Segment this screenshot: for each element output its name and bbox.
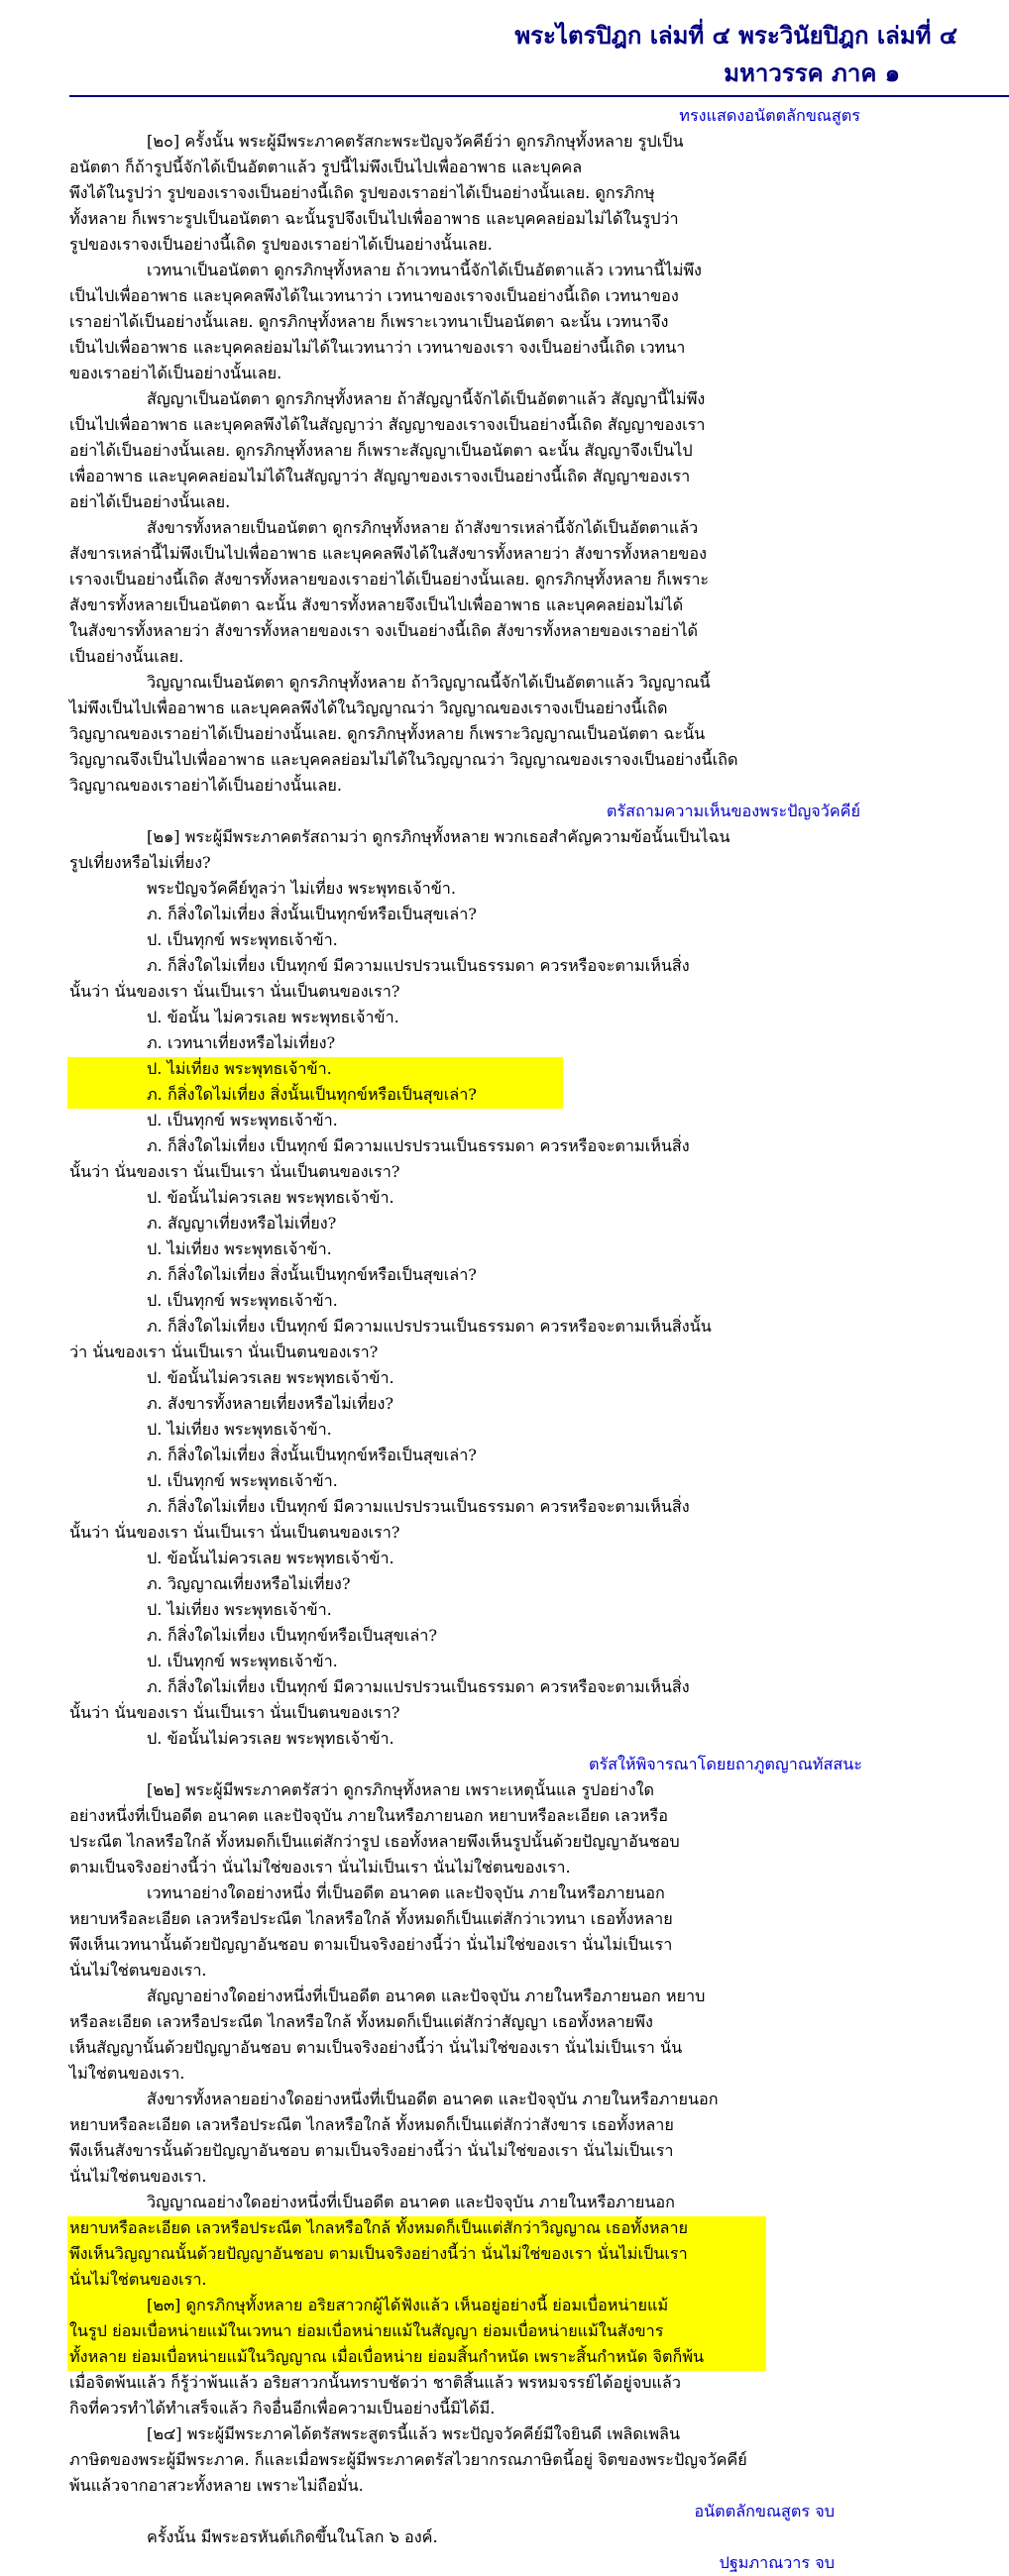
line-text: วิญญาณเป็นอนัตตา ดูกรภิกษุทั้งหลาย ถ้าวิญญาณนี้จักได้เป็นอัตตาแล้ว วิญญาณนี้: [147, 673, 711, 692]
text-line: [0, 2447, 1009, 2473]
text-line: [0, 773, 1009, 799]
text-line: [0, 2318, 1009, 2344]
text-line: [0, 1674, 1009, 1700]
line-text: ภ. ก็สิ่งใดไม่เที่ยง สิ่งนั้นเป็นทุกข์หรือเป็นสุขเล่า?: [147, 1446, 477, 1464]
section-heading: [0, 799, 1009, 824]
text-line: [0, 1880, 1009, 1906]
page-title: พระไตรปิฎก เล่มที่ ๔ พระวินัยปิฎก เล่มที่ ๔: [514, 21, 957, 50]
line-text: เวทนาเป็นอนัตตา ดูกรภิกษุทั้งหลาย ถ้าเวทนานี้จักได้เป็นอัตตาแล้ว เวทนานี้ไม่พึง: [147, 261, 702, 279]
text-line: [0, 953, 1009, 979]
text-line: [0, 2293, 1009, 2318]
line-text: พึงเห็นเวทนานั้นด้วยปัญญาอันชอบ ตามเป็นจริงอย่างนี้ว่า นั่นไม่ใช่ของเรา นั่นไม่เป็นเรา: [69, 1935, 673, 1954]
line-text: [๒๐] ครั้งนั้น พระผู้มีพระภาคตรัสกะพระปัญจวัคคีย์ว่า ดูกรภิกษุทั้งหลาย รูปเป็น: [147, 132, 684, 151]
text-line: [0, 1984, 1009, 2009]
line-text: ภ. ก็สิ่งใดไม่เที่ยง สิ่งนั้นเป็นทุกข์หรือเป็นสุขเล่า?: [147, 1265, 477, 1284]
line-text: ป. เป็นทุกข์ พระพุทธเจ้าข้า.: [147, 930, 338, 949]
line-text: เป็นไปเพื่ออาพาธ และบุคคลย่อมไม่ได้ในเวทนาว่า เวทนาของเรา จงเป็นอย่างนี้เถิด เวทนา: [69, 338, 686, 357]
text-line: [0, 979, 1009, 1005]
line-text: ในสังขารทั้งหลายว่า สังขารทั้งหลายของเรา จงเป็นอย่างนี้เถิด สังขารทั้งหลายของเราอย่าได้: [69, 621, 699, 640]
text-line: [0, 2112, 1009, 2138]
line-text: ป. เป็นทุกข์ พระพุทธเจ้าข้า.: [147, 1652, 338, 1670]
text-line: [0, 2087, 1009, 2112]
line-text: สังขารเหล่านี้ไม่พึงเป็นไปเพื่ออาพาธ และบุคคลพึงได้ในสังขารทั้งหลายว่า สังขารทั้งหลายของ: [69, 544, 707, 563]
line-text: เป็นไปเพื่ออาพาธ และบุคคลพึงได้ในเวทนาว่า เวทนาของเราจงเป็นอย่างนี้เถิด เวทนาของ: [69, 286, 679, 305]
text-line: [0, 1777, 1009, 1803]
section-heading: [0, 103, 1009, 129]
line-text: [๒๑] พระผู้มีพระภาคตรัสถามว่า ดูกรภิกษุทั้งหลาย พวกเธอสำคัญความข้อนั้นเป็นไฉน: [147, 827, 730, 846]
text-line: [0, 2524, 1009, 2550]
text-line: [0, 232, 1009, 258]
line-text: ป. ไม่เที่ยง พระพุทธเจ้าข้า.: [147, 1600, 332, 1619]
line-text: หยาบหรือละเอียด เลวหรือประณีต ไกลหรือใกล้ ทั้งหมดก็เป็นแต่สักว่าวิญญาณ เธอทั้งหลาย: [69, 2218, 689, 2237]
text-line: [0, 824, 1009, 850]
line-text: อย่าได้เป็นอย่างนั้นเลย.: [69, 492, 231, 511]
text-line: [0, 180, 1009, 206]
text-line: [0, 1546, 1009, 1571]
line-text: พระปัญจวัคคีย์ทูลว่า ไม่เที่ยง พระพุทธเจ้าข้า.: [147, 879, 456, 898]
line-text: ภ. สัญญาเที่ยงหรือไม่เที่ยง?: [147, 1214, 337, 1233]
text-line: [0, 1005, 1009, 1030]
line-text: หยาบหรือละเอียด เลวหรือประณีต ไกลหรือใกล้ ทั้งหมดก็เป็นแต่สักว่าเวทนา เธอทั้งหลาย: [69, 1909, 673, 1928]
line-text: นั่นไม่ใช่ตนของเรา.: [69, 2270, 207, 2289]
text-line: [0, 1314, 1009, 1340]
line-text: สังขารทั้งหลายเป็นอนัตตา ดูกรภิกษุทั้งหลาย ถ้าสังขารเหล่านี้จักได้เป็นอัตตาแล้ว: [147, 518, 699, 537]
line-text: พึงได้ในรูปว่า รูปของเราจงเป็นอย่างนี้เถิด รูปของเราอย่าได้เป็นอย่างนั้นเลย. ดูกรภิกษุ: [69, 183, 655, 202]
line-text: เห็นสัญญานั้นด้วยปัญญาอันชอบ ตามเป็นจริงอย่างนี้ว่า นั่นไม่ใช่ของเรา นั่นไม่เป็นเรา นั่น: [69, 2038, 683, 2057]
text-line: [0, 464, 1009, 489]
line-text: เมื่อจิตพ้นแล้ว ก็รู้ว่าพ้นแล้ว อริยสาวกนั้นทราบชัดว่า ชาติสิ้นแล้ว พรหมจรรย์ได้อยู่จบแล้ว: [69, 2373, 681, 2392]
text-line: [0, 2473, 1009, 2499]
text-line: [0, 1958, 1009, 1984]
text-line: [0, 1494, 1009, 1520]
line-text: ครั้งนั้น มีพระอรหันต์เกิดขึ้นในโลก ๖ องค์.: [147, 2527, 438, 2546]
text-line: [0, 902, 1009, 927]
text-line: [0, 1211, 1009, 1236]
text-line: [0, 335, 1009, 361]
text-line: [0, 1159, 1009, 1185]
line-text: ประณีต ไกลหรือใกล้ ทั้งหมดก็เป็นแต่สักว่ารูป เธอทั้งหลายพึงเห็นรูปนั้นด้วยปัญญาอันชอบ: [69, 1832, 680, 1851]
line-text: วิญญาณของเราอย่าได้เป็นอย่างนั้นเลย. ดูกรภิกษุทั้งหลาย ก็เพราะวิญญาณเป็นอนัตตา ฉะนั้น: [69, 724, 706, 743]
line-text: เป็นอย่างนั้นเลย.: [69, 647, 184, 666]
line-text: ภ. ก็สิ่งใดไม่เที่ยง เป็นทุกข์ มีความแปรปรวนเป็นธรรมดา ควรหรือจะตามเห็นสิ่ง: [147, 1497, 690, 1516]
line-text: พึงเห็นวิญญาณนั้นด้วยปัญญาอันชอบ ตามเป็นจริงอย่างนี้ว่า นั่นไม่ใช่ของเรา นั่นไม่เป็นเรา: [69, 2244, 688, 2263]
text-line: [0, 567, 1009, 592]
text-line: [0, 2138, 1009, 2164]
heading-text: ตรัสให้พิจารณาโดยยถาภูตญาณทัสสนะ: [588, 1755, 862, 1773]
text-line: [0, 1571, 1009, 1597]
line-text: นั้นว่า นั่นของเรา นั่นเป็นเรา นั่นเป็นตนของเรา?: [69, 982, 400, 1001]
heading-text: ตรัสถามความเห็นของพระปัญจวัคคีย์: [606, 802, 860, 820]
header-divider: [69, 95, 1009, 97]
text-line: [0, 1468, 1009, 1494]
line-text: ภาษิตของพระผู้มีพระภาค. ก็และเมื่อพระผู้มีพระภาคตรัสไวยากรณภาษิตนี้อยู่ จิตของพระปัญจวัคคีย์: [69, 2450, 747, 2469]
text-line: [0, 1803, 1009, 1829]
text-line: [0, 2396, 1009, 2421]
line-text: ภ. ก็สิ่งใดไม่เที่ยง เป็นทุกข์ มีความแปรปรวนเป็นธรรมดา ควรหรือจะตามเห็นสิ่ง: [147, 1136, 690, 1155]
line-text: วิญญาณอย่างใดอย่างหนึ่งที่เป็นอดีต อนาคต และปัจจุบัน ภายในหรือภายนอก: [147, 2193, 675, 2211]
text-line: [0, 1855, 1009, 1880]
heading-text: ปฐมภาณวาร จบ: [719, 2553, 835, 2572]
text-line: [0, 2009, 1009, 2035]
text-line: [0, 1056, 1009, 1082]
line-text: ทั้งหลาย ก็เพราะรูปเป็นอนัตตา ฉะนั้นรูปจึงเป็นไปเพื่ออาพาธ และบุคคลย่อมไม่ได้ในรูปว่า: [69, 209, 679, 228]
text-line: [0, 2421, 1009, 2447]
line-text: ในรูป ย่อมเบื่อหน่ายแม้ในเวทนา ย่อมเบื่อหน่ายแม้ในสัญญา ย่อมเบื่อหน่ายแม้ในสังขาร: [69, 2321, 664, 2340]
text-line: [0, 1391, 1009, 1417]
text-line: [0, 618, 1009, 644]
text-line: [0, 644, 1009, 670]
text-line: [0, 2164, 1009, 2190]
line-text: เราจงเป็นอย่างนี้เถิด สังขารทั้งหลายของเราอย่าได้เป็นอย่างนั้นเลย. ดูกรภิกษุทั้งหลาย ก็เพราะ: [69, 570, 710, 589]
line-text: สังขารทั้งหลายอย่างใดอย่างหนึ่งที่เป็นอดีต อนาคต และปัจจุบัน ภายในหรือภายนอก: [147, 2090, 719, 2108]
text-line: [0, 2035, 1009, 2061]
text-line: [0, 129, 1009, 155]
text-line: [0, 361, 1009, 386]
line-text: สัญญาเป็นอนัตตา ดูกรภิกษุทั้งหลาย ถ้าสัญญานี้จักได้เป็นอัตตาแล้ว สัญญานี้ไม่พึง: [147, 389, 706, 408]
line-text: รูปของเราจงเป็นอย่างนี้เถิด รูปของเราอย่าได้เป็นอย่างนั้นเลย.: [69, 235, 493, 254]
section-heading: [0, 2550, 1009, 2576]
line-text: ป. เป็นทุกข์ พระพุทธเจ้าข้า.: [147, 1111, 338, 1129]
line-text: ภ. ก็สิ่งใดไม่เที่ยง เป็นทุกข์ มีความแปรปรวนเป็นธรรมดา ควรหรือจะตามเห็นสิ่ง: [147, 956, 690, 975]
line-text: ป. ข้อนั้นไม่ควรเลย พระพุทธเจ้าข้า.: [147, 1729, 394, 1748]
text-line: [0, 2215, 1009, 2241]
text-line: [0, 2190, 1009, 2215]
text-line: [0, 155, 1009, 180]
line-text: ภ. ก็สิ่งใดไม่เที่ยง สิ่งนั้นเป็นทุกข์หรือเป็นสุขเล่า?: [147, 1085, 477, 1104]
line-text: ป. เป็นทุกข์ พระพุทธเจ้าข้า.: [147, 1291, 338, 1310]
line-text: [๒๓] ดูกรภิกษุทั้งหลาย อริยสาวกผู้ได้ฟังแล้ว เห็นอยู่อย่างนี้ ย่อมเบื่อหน่ายแม้: [147, 2296, 669, 2314]
line-text: ภ. สังขารทั้งหลายเที่ยงหรือไม่เที่ยง?: [147, 1394, 394, 1413]
line-text: นั้นว่า นั่นของเรา นั่นเป็นเรา นั่นเป็นตนของเรา?: [69, 1703, 400, 1722]
line-text: สังขารทั้งหลายเป็นอนัตตา ฉะนั้น สังขารทั้งหลายจึงเป็นไปเพื่ออาพาธ และบุคคลย่อมไม่ได้: [69, 595, 684, 614]
line-text: นั่นไม่ใช่ตนของเรา.: [69, 1961, 207, 1980]
text-line: [0, 2267, 1009, 2293]
text-line: [0, 927, 1009, 953]
text-line: [0, 1262, 1009, 1288]
text-line: [0, 1185, 1009, 1211]
text-line: [0, 1597, 1009, 1623]
line-text: ภ. ก็สิ่งใดไม่เที่ยง เป็นทุกข์ มีความแปรปรวนเป็นธรรมดา ควรหรือจะตามเห็นสิ่ง: [147, 1677, 690, 1696]
text-line: [0, 670, 1009, 696]
line-text: นั้นว่า นั่นของเรา นั่นเป็นเรา นั่นเป็นตนของเรา?: [69, 1523, 400, 1542]
text-line: [0, 2241, 1009, 2267]
text-line: [0, 1030, 1009, 1056]
line-text: นั้นว่า นั่นของเรา นั่นเป็นเรา นั่นเป็นตนของเรา?: [69, 1162, 400, 1181]
text-line: [0, 1082, 1009, 1108]
heading-text: อนัตตลักขณสูตร จบ: [694, 2502, 835, 2521]
line-text: อย่างหนึ่งที่เป็นอดีต อนาคต และปัจจุบัน ภายในหรือภายนอก หยาบหรือละเอียด เลวหรือ: [69, 1806, 668, 1825]
line-text: ภ. ก็สิ่งใดไม่เที่ยง เป็นทุกข์ มีความแปรปรวนเป็นธรรมดา ควรหรือจะตามเห็นสิ่งนั้น: [147, 1317, 712, 1336]
text-line: [0, 876, 1009, 902]
line-text: ภ. เวทนาเที่ยงหรือไม่เที่ยง?: [147, 1033, 336, 1052]
text-line: [0, 412, 1009, 438]
text-line: [0, 1236, 1009, 1262]
text-line: [0, 2344, 1009, 2370]
line-text: ภ. วิญญาณเที่ยงหรือไม่เที่ยง?: [147, 1574, 351, 1593]
line-text: อย่าได้เป็นอย่างนั้นเลย. ดูกรภิกษุทั้งหลาย ก็เพราะสัญญาเป็นอนัตตา ฉะนั้น สัญญาจึงเป็นไป: [69, 441, 693, 460]
text-line: [0, 489, 1009, 515]
text-line: [0, 2061, 1009, 2087]
line-text: วิญญาณจึงเป็นไปเพื่ออาพาธ และบุคคลย่อมไม่ได้ในวิญญาณว่า วิญญาณของเราจงเป็นอย่างนี้เถิด: [69, 750, 738, 769]
line-text: ไม่ใช่ตนของเรา.: [69, 2064, 185, 2083]
text-line: [0, 721, 1009, 747]
text-line: [0, 515, 1009, 541]
text-line: [0, 1700, 1009, 1726]
text-line: [0, 1133, 1009, 1159]
text-line: [0, 1932, 1009, 1958]
text-line: [0, 1288, 1009, 1314]
line-text: ภ. ก็สิ่งใดไม่เที่ยง เป็นทุกข์หรือเป็นสุขเล่า?: [147, 1626, 438, 1645]
section-heading: [0, 1752, 1009, 1777]
page-subtitle: มหาวรรค ภาค ๑: [724, 58, 900, 87]
line-text: สัญญาอย่างใดอย่างหนึ่งที่เป็นอดีต อนาคต และปัจจุบัน ภายในหรือภายนอก หยาบ: [147, 1986, 706, 2005]
text-line: [0, 1417, 1009, 1443]
line-text: หรือละเอียด เลวหรือประณีต ไกลหรือใกล้ ทั้งหมดก็เป็นแต่สักว่าสัญญา เธอทั้งหลายพึง: [69, 2012, 653, 2031]
text-line: [0, 1365, 1009, 1391]
line-text: พึงเห็นสังขารนั้นด้วยปัญญาอันชอบ ตามเป็นจริงอย่างนี้ว่า นั่นไม่ใช่ของเรา นั่นไม่เป็นเรา: [69, 2141, 674, 2160]
line-text: ว่า นั่นของเรา นั่นเป็นเรา นั่นเป็นตนของเรา?: [69, 1342, 379, 1361]
line-text: หยาบหรือละเอียด เลวหรือประณีต ไกลหรือใกล้ ทั้งหมดก็เป็นแต่สักว่าสังขาร เธอทั้งหลาย: [69, 2115, 674, 2134]
text-line: [0, 1443, 1009, 1468]
line-text: นั่นไม่ใช่ตนของเรา.: [69, 2167, 207, 2186]
line-text: เป็นไปเพื่ออาพาธ และบุคคลพึงได้ในสัญญาว่า สัญญาของเราจงเป็นอย่างนี้เถิด สัญญาของเรา: [69, 415, 706, 434]
text-line: [0, 2370, 1009, 2396]
line-text: อนัตตา ก็ถ้ารูปนี้จักได้เป็นอัตตาแล้ว รูปนี้ไม่พึงเป็นไปเพื่ออาพาธ และบุคคล: [69, 158, 583, 176]
line-text: ป. ไม่เที่ยง พระพุทธเจ้าข้า.: [147, 1420, 332, 1439]
text-line: [0, 1726, 1009, 1752]
line-text: ภ. ก็สิ่งใดไม่เที่ยง สิ่งนั้นเป็นทุกข์หรือเป็นสุขเล่า?: [147, 905, 477, 923]
text-line: [0, 1623, 1009, 1649]
line-text: วิญญาณของเราอย่าได้เป็นอย่างนั้นเลย.: [69, 776, 343, 795]
line-text: กิจที่ควรทำได้ทำเสร็จแล้ว กิจอื่นอีกเพื่อความเป็นอย่างนี้มิได้มี.: [69, 2399, 496, 2417]
line-text: ของเราอย่าได้เป็นอย่างนั้นเลย.: [69, 364, 282, 382]
line-text: เพื่ออาพาธ และบุคคลย่อมไม่ได้ในสัญญาว่า สัญญาของเราจงเป็นอย่างนี้เถิด สัญญาของเรา: [69, 467, 691, 485]
text-line: [0, 747, 1009, 773]
line-text: ทั้งหลาย ย่อมเบื่อหน่ายแม้ในวิญญาณ เมื่อเบื่อหน่าย ย่อมสิ้นกำหนัด เพราะสิ้นกำหนัด จิตก็พ้น: [69, 2347, 705, 2366]
line-text: [๒๒] พระผู้มีพระภาคตรัสว่า ดูกรภิกษุทั้งหลาย เพราะเหตุนั้นแล รูปอย่างใด: [147, 1780, 655, 1799]
text-line: [0, 386, 1009, 412]
text-line: [0, 1340, 1009, 1365]
text-line: [0, 850, 1009, 876]
text-line: [0, 258, 1009, 283]
line-text: ป. ข้อนั้นไม่ควรเลย พระพุทธเจ้าข้า.: [147, 1188, 394, 1207]
text-line: [0, 1108, 1009, 1133]
line-text: ป. เป็นทุกข์ พระพุทธเจ้าข้า.: [147, 1471, 338, 1490]
text-line: [0, 283, 1009, 309]
line-text: รูปเที่ยงหรือไม่เที่ยง?: [69, 853, 211, 872]
line-text: เราอย่าได้เป็นอย่างนั้นเลย. ดูกรภิกษุทั้งหลาย ก็เพราะเวทนาเป็นอนัตตา ฉะนั้น เวทนาจึง: [69, 312, 669, 331]
text-line: [0, 438, 1009, 464]
line-text: ป. ไม่เที่ยง พระพุทธเจ้าข้า.: [147, 1239, 332, 1258]
line-text: พ้นแล้วจากอาสวะทั้งหลาย เพราะไม่ถือมั่น.: [69, 2476, 364, 2495]
line-text: ตามเป็นจริงอย่างนี้ว่า นั่นไม่ใช่ของเรา นั่นไม่เป็นเรา นั่นไม่ใช่ตนของเรา.: [69, 1858, 571, 1877]
line-text: ป. ข้อนั้นไม่ควรเลย พระพุทธเจ้าข้า.: [147, 1549, 394, 1567]
line-text: [๒๔] พระผู้มีพระภาคได้ตรัสพระสูตรนี้แล้ว พระปัญจวัคคีย์มีใจยินดี เพลิดเพลิน: [147, 2424, 681, 2443]
text-line: [0, 1829, 1009, 1855]
text-line: [0, 1520, 1009, 1546]
heading-text: ทรงแสดงอนัตตลักขณสูตร: [679, 106, 860, 125]
text-line: [0, 696, 1009, 721]
line-text: ป. ข้อนั้นไม่ควรเลย พระพุทธเจ้าข้า.: [147, 1368, 394, 1387]
line-text: ป. ข้อนั้น ไม่ควรเลย พระพุทธเจ้าข้า.: [147, 1008, 399, 1026]
line-text: ไม่พึงเป็นไปเพื่ออาพาธ และบุคคลพึงได้ในวิญญาณว่า วิญญาณของเราจงเป็นอย่างนี้เถิด: [69, 698, 668, 717]
text-line: [0, 206, 1009, 232]
line-text: ป. ไม่เที่ยง พระพุทธเจ้าข้า.: [147, 1059, 332, 1078]
line-text: เวทนาอย่างใดอย่างหนึ่ง ที่เป็นอดีต อนาคต และปัจจุบัน ภายในหรือภายนอก: [147, 1883, 665, 1902]
text-line: [0, 592, 1009, 618]
text-line: [0, 1906, 1009, 1932]
text-line: [0, 309, 1009, 335]
text-line: [0, 1649, 1009, 1674]
page-header: [0, 0, 1009, 97]
text-line: [0, 541, 1009, 567]
